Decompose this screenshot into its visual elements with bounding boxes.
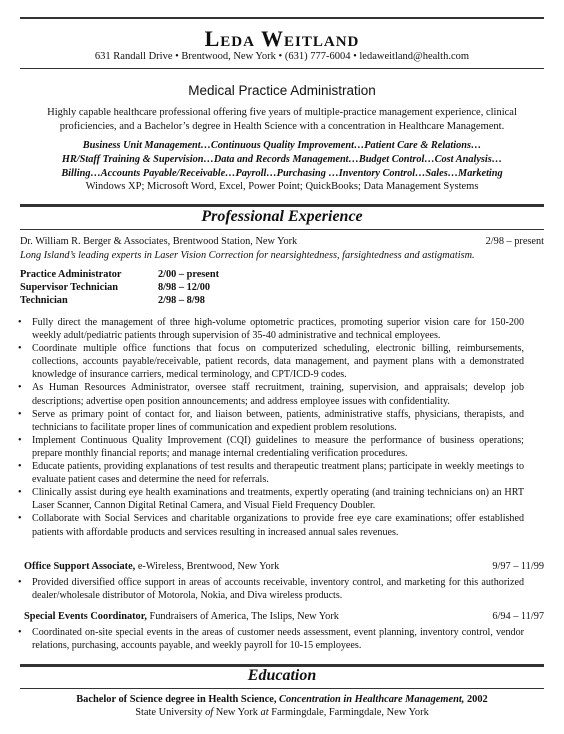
employer-3-heading xyxy=(24,611,339,622)
list-item: • Coordinate multiple office functions that focus on computerized scheduling, electronic billing, reimbursements, collections, accounts payable/receivable, patient records, data management, and payment plans with a demonstrated knowledge of insurance carriers, medical terminology, and CPT/ICD-9 codes. xyxy=(18,342,524,381)
software-skills: Windows XP; Microsoft Word, Excel, Power Point; QuickBooks; Data Management Systems xyxy=(85,181,479,192)
position-3-title: Technician xyxy=(20,295,68,306)
list-item: • Collaborate with Social Services and charitable organizations to provide free eye care examinations; offer established patients with affordable products and services resulting in increased annual sales revenues. xyxy=(18,512,524,538)
skill-line-1: Business Unit Management…Continuous Quality Improvement…Patient Care & Relations… xyxy=(82,140,482,151)
school-line xyxy=(0,707,564,718)
degree-name: Bachelor of Science degree in Health Science, xyxy=(76,694,277,705)
position-1-dates: 2/00 – present xyxy=(158,269,220,280)
employer-3-company: Fundraisers of America, The Islips, New York xyxy=(146,611,339,622)
list-item: • Serve as primary point of contact for, and liaison between, patients, administrative staffs, physicians, therapists, and technicians to facilitate proper lines of communication and expedient problem resolutions. xyxy=(18,408,524,434)
list-item: • Educate patients, providing explanations of test results and therapeutic treatment plans; participate in weekly meetings to evaluate patient cases and determine the need for referrals. xyxy=(18,460,524,486)
candidate-name: Leda Weitland xyxy=(204,26,360,51)
school-part-c: Farmingdale, Farmingdale, New York xyxy=(268,707,429,718)
objective-title: Medical Practice Administration xyxy=(188,83,376,98)
school-at: at xyxy=(260,707,269,718)
skill-line-3: Billing…Accounts Payable/Receivable…Payroll…Purchasing …Inventory Control…Sales…Marketing xyxy=(61,168,503,179)
list-item: • Fully direct the management of three high-volume optometric practices, promoting superior vision care for 150-200 weekly adult/pediatric patients through supervision of 35-40 administrative and technical employees. xyxy=(18,316,524,342)
list-item: • Implement Continuous Quality Improvement (CQI) guidelines to measure the performance of business operations; prepare monthly financial reports; and manage internal credentialing verification procedures. xyxy=(18,434,524,460)
employer-1-name: Dr. William R. Berger & Associates, Brentwood Station, New York xyxy=(20,236,298,247)
skill-line-2: HR/Staff Training & Supervision…Data and Records Management…Budget Control…Cost Analysis… xyxy=(61,154,503,165)
employer-1-dates: 2/98 – present xyxy=(485,236,544,247)
list-item: • Clinically assist during eye health examinations and treatments, expertly operating (and training technicians on) an HRT Laser Scanner, Cannon Digital Retinal Camera, and Visual Field Frequency Doubler. xyxy=(18,486,524,512)
position-2-title: Supervisor Technician xyxy=(20,282,118,293)
position-3-dates: 2/98 – 8/98 xyxy=(158,295,205,306)
employer-1-bullets xyxy=(18,316,524,539)
header-rule xyxy=(20,68,544,69)
degree-line xyxy=(0,694,564,705)
school-part-a: State University xyxy=(135,707,206,718)
school-of: of xyxy=(205,707,214,718)
degree-year: 2002 xyxy=(464,694,488,705)
experience-rule-bottom xyxy=(20,229,544,230)
experience-heading: Professional Experience xyxy=(201,208,363,225)
employer-1-tagline: Long Island’s leading experts in Laser Vision Correction for nearsightedness, farsightedness and astigmatism. xyxy=(20,250,475,261)
position-1-title: Practice Administrator xyxy=(20,269,122,280)
summary-paragraph xyxy=(0,106,564,134)
experience-rule-top xyxy=(20,204,544,207)
list-item: • Provided diversified office support in areas of accounts receivable, inventory control, and marketing for this authorized dealer/wholesale distributor of Motorola, Nokia, and Diva wireless products. xyxy=(18,576,524,602)
employer-2-company: e-Wireless, Brentwood, New York xyxy=(135,561,280,572)
top-rule xyxy=(20,17,544,19)
employer-3-dates: 6/94 – 11/97 xyxy=(492,611,544,622)
contact-line: 631 Randall Drive • Brentwood, New York • (631) 777-6004 • ledaweitland@health.com xyxy=(94,51,470,62)
employer-3-bullets xyxy=(18,626,524,652)
employer-2-heading xyxy=(24,561,279,572)
school-part-b: New York xyxy=(213,707,261,718)
summary-line-2: proficiencies, and a Bachelor’s degree in Health Science with a concentration in Healthcare Management. xyxy=(59,121,505,132)
degree-concentration: Concentration in Healthcare Management, xyxy=(276,694,465,705)
list-item: • As Human Resources Administrator, oversee staff recruitment, training, supervision, and appraisals; develop job descriptions; advertise open position announcements; and address employee issues with confidentiality. xyxy=(18,381,524,407)
education-heading: Education xyxy=(247,667,317,684)
employer-2-title: Office Support Associate, xyxy=(24,561,136,572)
education-rule-bottom xyxy=(20,688,544,689)
list-item: • Coordinated on-site special events in the areas of customer needs assessment, event planning, inventory control, vendor relations, purchasing, accounts payable, and weekly payroll for 10-15 employees. xyxy=(18,626,524,652)
employer-2-bullets xyxy=(18,576,524,602)
employer-2-dates: 9/97 – 11/99 xyxy=(492,561,544,572)
employer-3-title: Special Events Coordinator, xyxy=(24,611,147,622)
summary-line-1: Highly capable healthcare professional offering five years of multiple-practice management experience, clinical xyxy=(47,107,517,118)
position-2-dates: 8/98 – 12/00 xyxy=(158,282,211,293)
